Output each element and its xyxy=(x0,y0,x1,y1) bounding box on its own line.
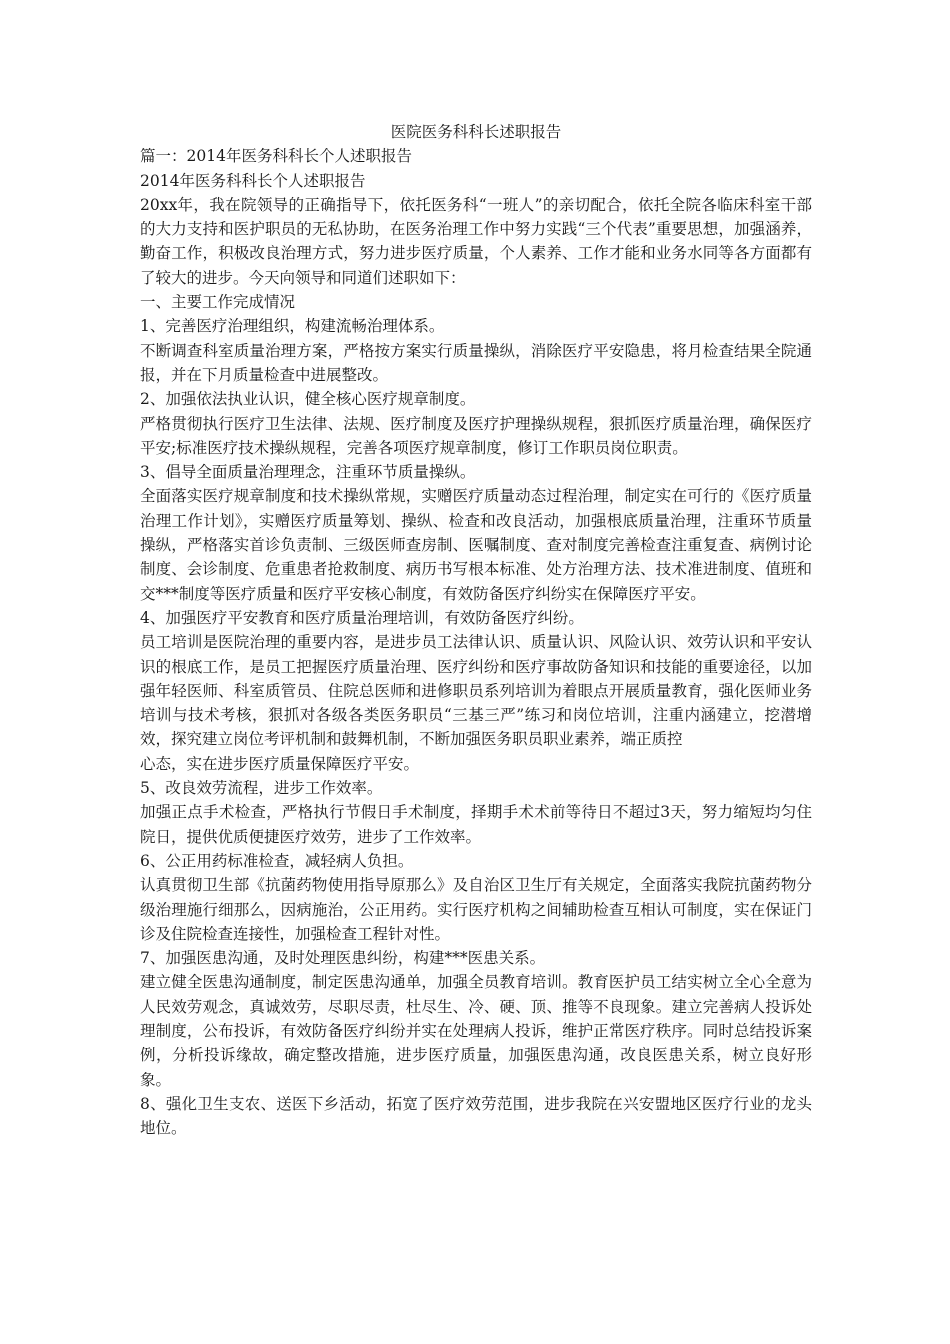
item-8-paragraph: 8、强化卫生支农、送医下乡活动，拓宽了医疗效劳范围，进步我院在兴安盟地区医疗行业的龙头地位。 xyxy=(140,1094,812,1138)
item-6-heading: 6、公正用药标准检查，减轻病人负担。 xyxy=(140,851,414,870)
section-heading: 一、主要工作完成情况 xyxy=(140,293,296,312)
item-5-body: 加强正点手术检查，严格执行节假日手术制度，择期手术术前等待日不超过3天，努力缩短均匀住院日，提供优质便捷医疗效劳，进步了工作效率。 xyxy=(140,803,812,846)
item-5-heading: 5、改良效劳流程，进步工作效率。 xyxy=(140,779,383,798)
item-3-heading: 3、倡导全面质量治理理念，注重环节质量操纵。 xyxy=(140,463,476,482)
document-page xyxy=(140,120,812,1140)
item-1-heading: 1、完善医疗治理组织，构建流畅治理体系。 xyxy=(140,317,445,336)
item-7-body: 建立健全医患沟通制度，制定医患沟通单，加强全员教育培训。教育医护员工结实树立全心全意为人民效劳观念，真诚效劳，尽职尽责，杜尽生、冷、硬、顶、推等不良现象。建立完善病人投诉处理制度，公布投诉，有效防备医疗纠纷并实在处理病人投诉，维护正常医疗秩序。同时总结投诉案例，分析投诉缘故，确定整改措施，进步医疗质量，加强医患沟通，改良医患关系，树立良好形象。 xyxy=(140,973,812,1089)
subtitle-line-1: 篇一：2014年医务科科长个人述职报告 xyxy=(140,147,412,166)
item-7-heading: 7、加强医患沟通，及时处理医患纠纷，构建***医患关系。 xyxy=(140,949,546,968)
item-2-heading: 2、加强依法执业认识，健全核心医疗规章制度。 xyxy=(140,390,476,409)
subtitle-line-2: 2014年医务科科长个人述职报告 xyxy=(140,171,366,190)
item-4-heading: 4、加强医疗平安教育和医疗质量治理培训，有效防备医疗纠纷。 xyxy=(140,608,584,627)
item-2-body: 严格贯彻执行医疗卫生法律、法规、医疗制度及医疗护理操纵规程，狠抓医疗质量治理，确保医疗平安;标准医疗技术操纵规程，完善各项医疗规章制度，修订工作职员岗位职责。 xyxy=(140,414,812,457)
item-3-body: 全面落实医疗规章制度和技术操纵常规，实赠医疗质量动态过程治理，制定实在可行的《医疗质量治理工作计划》，实赠医疗质量筹划、操纵、检查和改良活动，加强根底质量治理，注重环节质量操纵，严格落实首诊负责制、三级医师查房制、医嘱制度、查对制度完善检查注重复查、病例讨论制度、会诊制度、危重患者抢救制度、病历书写根本标准、处方治理方法、技术准进制度、值班和交***制度等医疗质量和医疗平安核心制度，有效防备医疗纠纷实在保障医疗平安。 xyxy=(140,487,812,603)
item-4-body: 员工培训是医院治理的重要内容，是进步员工法律认识、质量认识、风险认识、效劳认识和平安认识的根底工作，是员工把握医疗质量治理、医疗纠纷和医疗事故防备知识和技能的重要途径，以加强年轻医师、科室质管员、住院总医师和进修职员系列培训为着眼点开展质量教育，强化医师业务培训与技术考核，狠抓对各级各类医务职员“三基三严”练习和岗位培训，注重内涵建立，挖潜增效，探究建立岗位考评机制和鼓舞机制，不断加强医务职员职业素养，端正质控 xyxy=(140,633,812,749)
intro-paragraph: 20xx年，我在院领导的正确指导下，依托医务科“一班人”的亲切配合，依托全院各临床科室干部的大力支持和医护职员的无私协助，在医务治理工作中努力实践“三个代表”重要思想，加强涵养，勤奋工作，积极改良治理方式，努力进步医疗质量，个人素养、工作才能和业务水同等各方面都有了较大的进步。今天向领导和同道们述职如下： xyxy=(140,195,812,287)
item-4-tail: 心态，实在进步医疗质量保障医疗平安。 xyxy=(140,754,420,773)
document-title: 医院医务科科长述职报告 xyxy=(390,123,562,141)
item-6-body: 认真贯彻卫生部《抗菌药物使用指导原那么》及自治区卫生厅有关规定，全面落实我院抗菌药物分级治理施行细那么，因病施治，公正用药。实行医疗机构之间辅助检查互相认可制度，实在保证门诊及住院检查连接性，加强检查工程针对性。 xyxy=(140,876,812,943)
item-1-body: 不断调查科室质量治理方案，严格按方案实行质量操纵，消除医疗平安隐患，将月检查结果全院通报，并在下月质量检查中进展整改。 xyxy=(140,341,812,384)
